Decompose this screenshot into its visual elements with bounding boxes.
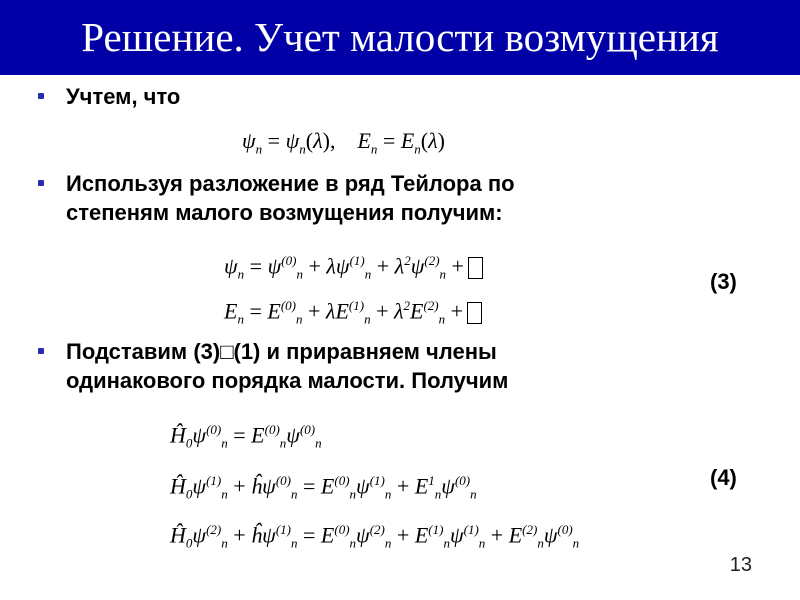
- bullet-text-3: [66, 337, 508, 395]
- page-number: 13: [729, 554, 752, 576]
- ellipsis-box-icon: [468, 257, 483, 279]
- formula-order-0: $Ĥ_0\psi^{(0)}_n = E^{(0)}_n\psi^{(0)}_n$: [170, 422, 322, 451]
- bullet-marker: [38, 180, 44, 186]
- bullet-text-2: [66, 169, 515, 227]
- formula-psi-series: $\psi_n = \psi^{(0)}_n + \lambda\psi^{(1)}_n + \lambda^2\psi^{(2)}_n$ +: [224, 253, 483, 283]
- bullet-2-line-1: Используя разложение в ряд Тейлора по: [66, 171, 515, 196]
- bullet-marker: [38, 348, 44, 354]
- bullet-2-line-2: степеням малого возмущения получим:: [66, 200, 503, 225]
- ellipsis-box-icon: [467, 302, 482, 324]
- formula-order-1: $Ĥ_0\psi^{(1)}_n$ + $ĥ\psi^{(0)}_n = E^{(0)}_n\psi^{(1)}_n + E^1_n\psi^{(0)}_n$: [170, 473, 477, 502]
- slide-title: Решение. Учет малости возмущения: [81, 14, 719, 60]
- bullet-text-1: [66, 82, 180, 111]
- bullet-3-line-2: одинакового порядка малости. Получим: [66, 368, 509, 393]
- formula-psi-e-lambda: $\psi_n = \psi_n(\lambda)$, $E_n = E_n(\lambda)$: [242, 128, 445, 157]
- formula-order-2: $Ĥ_0\psi^{(2)}_n$ + $ĥ\psi^{(1)}_n = E^{(0)}_n\psi^{(2)}_n + E^{(1)}_n\psi^{(1)}_n + E^{(2)}_n\psi^{(0)}_n$: [170, 522, 580, 551]
- bullet-marker: [38, 93, 44, 99]
- equation-label-4: (4): [710, 465, 737, 490]
- bullet-3-line-1: Подставим (3)□(1) и приравняем члены: [66, 339, 497, 364]
- equation-label-3: (3): [710, 269, 737, 294]
- bullet-1-line-1: Учтем, что: [66, 84, 181, 109]
- formula-e-series: $E_n = E^{(0)}_n + \lambda E^{(1)}_n + \lambda^2E^{(2)}_n$ +: [224, 298, 482, 328]
